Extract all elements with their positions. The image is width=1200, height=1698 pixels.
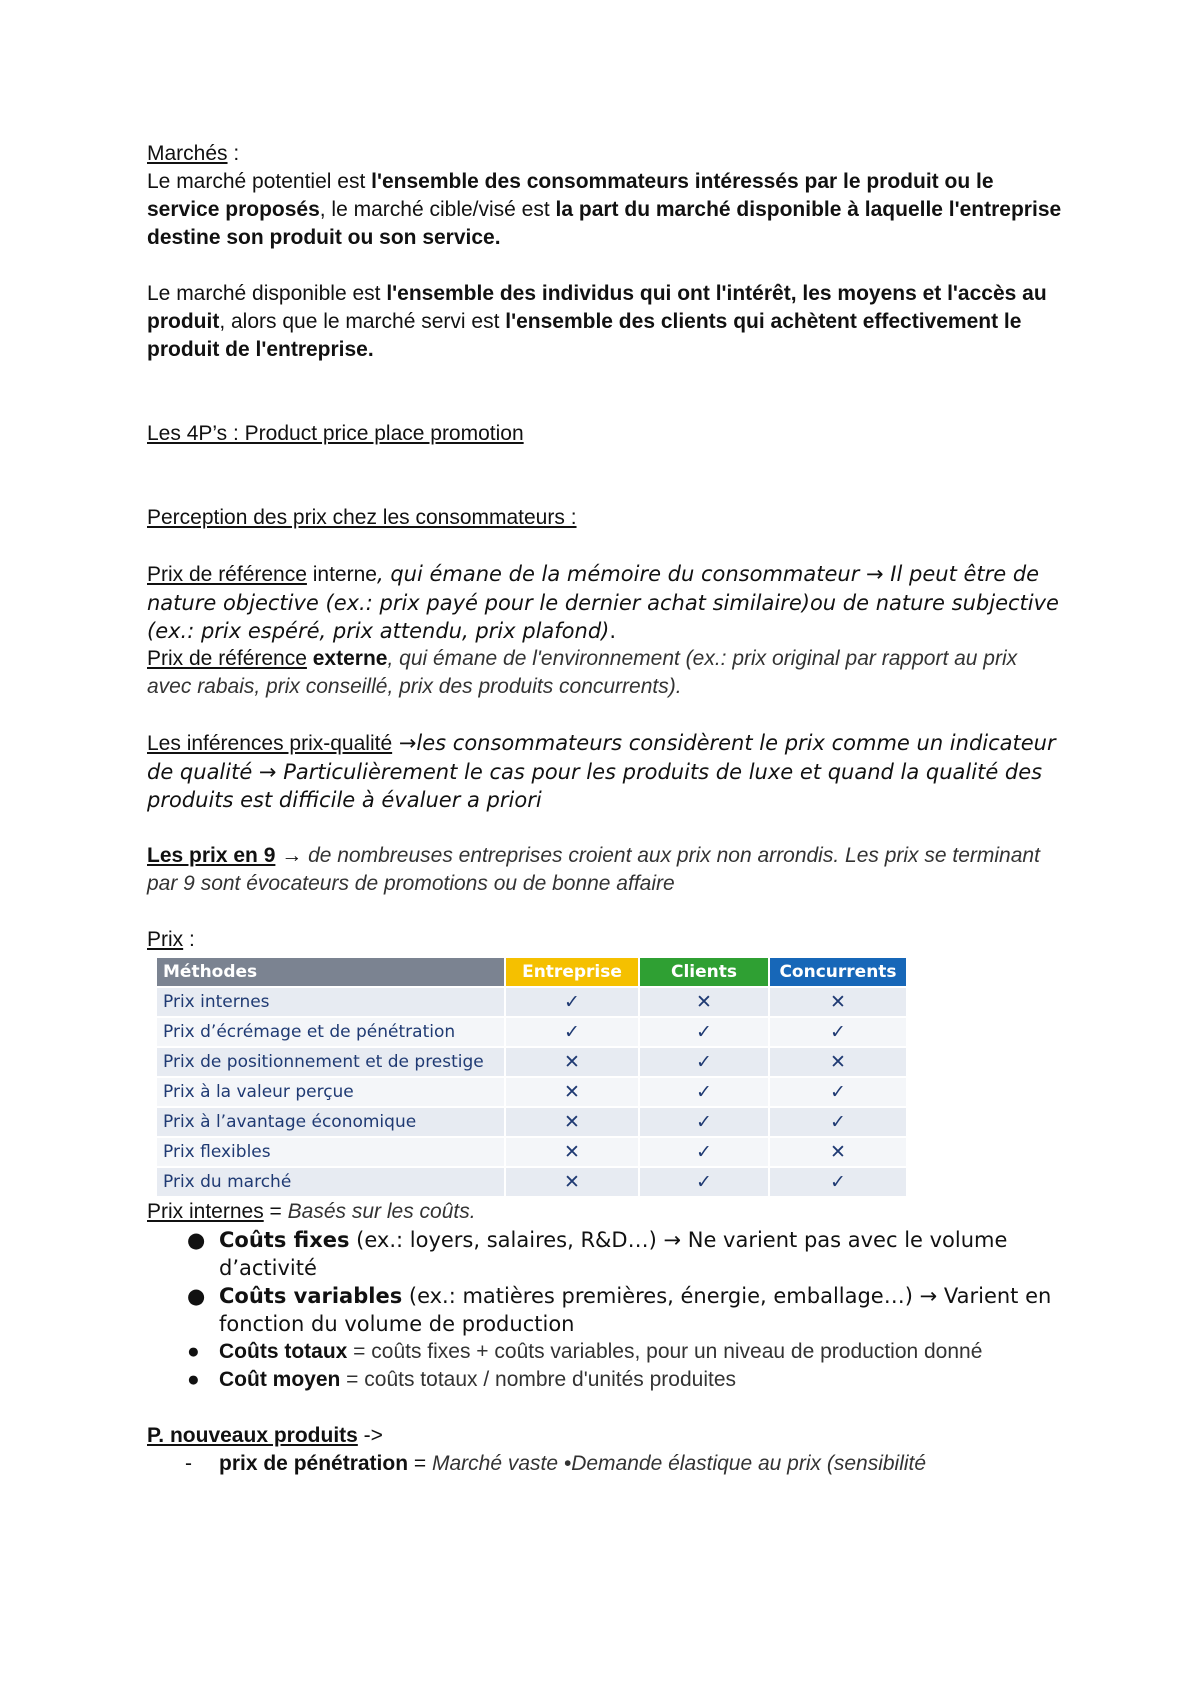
marches-paragraph-1 xyxy=(147,168,1067,252)
method-label: Prix flexibles xyxy=(157,1138,504,1166)
text: = xyxy=(263,1200,288,1223)
check-icon: ✓ xyxy=(640,1168,768,1196)
check-icon: ✓ xyxy=(506,1018,638,1046)
cross-icon: ✕ xyxy=(506,1168,638,1196)
text: Le marché potentiel est xyxy=(147,170,372,193)
check-icon: ✓ xyxy=(506,988,638,1016)
bullet-icon: ● xyxy=(187,1368,200,1391)
method-label: Prix à l’avantage économique xyxy=(157,1108,504,1136)
four-p-heading-line xyxy=(147,420,1067,448)
method-label: Prix à la valeur perçue xyxy=(157,1078,504,1106)
perception-heading: Perception des prix chez les consommateurs : xyxy=(147,506,577,529)
perception-heading-line xyxy=(147,504,1067,532)
bold-text: la part du marché disponible à laquelle l'entreprise destine son produit ou son service. xyxy=(147,198,1062,249)
text: Le marché disponible est xyxy=(147,282,387,305)
italic-text: Marché vaste •Demande élastique au prix (sensibilité xyxy=(431,1452,927,1475)
text: (ex.: loyers, salaires, R&D…) → Ne varient pas avec le volume d’activité xyxy=(219,1228,1008,1280)
list-item xyxy=(147,1338,1067,1366)
text: = coûts totaux / nombre d'unités produites xyxy=(340,1368,737,1391)
table-row xyxy=(157,988,906,1016)
text: = coûts fixes + coûts variables, pour un niveau de production donné xyxy=(347,1340,983,1363)
dash-icon: - xyxy=(185,1452,192,1475)
bold-text: prix de pénétration xyxy=(219,1452,409,1475)
bold-text: Coûts totaux xyxy=(219,1340,348,1363)
text: , le marché cible/visé est xyxy=(319,198,556,221)
couts-list xyxy=(147,1226,1067,1394)
check-icon: ✓ xyxy=(640,1078,768,1106)
italic-text: de nombreuses entreprises croient aux prix non arrondis. Les prix se terminant par 9 sont évocateurs de promotions ou de bonne affaire xyxy=(147,844,1040,895)
text: -> xyxy=(357,1424,383,1447)
cross-icon: ✕ xyxy=(770,988,906,1016)
check-icon: ✓ xyxy=(640,1138,768,1166)
underlined-text: Prix de référence xyxy=(147,647,307,670)
underlined-text: Les inférences prix-qualité xyxy=(147,732,393,755)
document-page xyxy=(147,140,1067,1478)
table-row xyxy=(157,1078,906,1106)
underlined-text: Prix internes xyxy=(147,1200,264,1223)
method-label: Prix du marché xyxy=(157,1168,504,1196)
header-methodes: Méthodes xyxy=(157,958,504,986)
marches-heading-suffix: : xyxy=(227,142,240,165)
text: . xyxy=(609,619,617,643)
text: (ex.: matières premières, énergie, emballage…) → Varient en fonction du volume de production xyxy=(219,1284,1052,1336)
italic-text: Basés sur les coûts. xyxy=(287,1200,476,1223)
nouveaux-list xyxy=(147,1450,1067,1478)
bold-text: l'ensemble des individus qui ont l'intérêt, les moyens et l'accès au produit xyxy=(147,282,1047,333)
check-icon: ✓ xyxy=(770,1168,906,1196)
cross-icon: ✕ xyxy=(640,988,768,1016)
cross-icon: ✕ xyxy=(770,1138,906,1166)
header-concurrents: Concurrents xyxy=(770,958,906,986)
prix-en-9 xyxy=(147,842,1067,898)
check-icon: ✓ xyxy=(640,1018,768,1046)
underlined-text: P. nouveaux produits xyxy=(147,1424,358,1447)
marches-heading-line xyxy=(147,140,1067,168)
method-label: Prix d’écrémage et de pénétration xyxy=(157,1018,504,1046)
check-icon: ✓ xyxy=(640,1048,768,1076)
cross-icon: ✕ xyxy=(506,1108,638,1136)
bold-text: l'ensemble des clients qui achètent effectivement le produit de l'entreprise. xyxy=(147,310,1022,361)
prix-heading-line xyxy=(147,926,1067,954)
marches-paragraph-2 xyxy=(147,280,1067,364)
header-entreprise: Entreprise xyxy=(506,958,638,986)
cross-icon: ✕ xyxy=(770,1048,906,1076)
nouveaux-produits-heading xyxy=(147,1422,1067,1450)
check-icon: ✓ xyxy=(640,1108,768,1136)
list-item xyxy=(147,1366,1067,1394)
check-icon: ✓ xyxy=(770,1078,906,1106)
underlined-text: Les prix en 9 xyxy=(147,844,276,867)
arrow-icon: → xyxy=(275,844,309,867)
bold-text: Coûts fixes xyxy=(219,1228,350,1252)
prix-reference-externe xyxy=(147,645,1067,701)
inferences-prix-qualite xyxy=(147,729,1067,814)
text: interne xyxy=(306,563,377,586)
marches-heading: Marchés xyxy=(147,142,228,165)
text: , alors que le marché servi est xyxy=(219,310,506,333)
bullet-icon: ● xyxy=(187,1340,200,1363)
prix-heading: Prix xyxy=(147,928,184,951)
table-row xyxy=(157,1048,906,1076)
prix-internes-line xyxy=(147,1198,1067,1226)
header-clients: Clients xyxy=(640,958,768,986)
bold-text: externe xyxy=(306,647,388,670)
italic-text: , qui émane de l'environnement (ex.: prix original par rapport au prix avec rabais, prix conseillé, prix des produits concurrents). xyxy=(147,647,1018,698)
bold-text: Coût moyen xyxy=(219,1368,341,1391)
bold-text: Coûts variables xyxy=(219,1284,403,1308)
prix-reference-interne xyxy=(147,560,1067,645)
check-icon: ✓ xyxy=(770,1108,906,1136)
bullet-icon: ● xyxy=(187,1284,206,1308)
table-header-row xyxy=(157,958,906,986)
underlined-text: Prix de référence xyxy=(147,563,307,586)
bold-text: l'ensemble des consommateurs intéressés par le produit ou le service proposés xyxy=(147,170,994,221)
list-item xyxy=(147,1282,1067,1338)
table-body xyxy=(157,988,906,1196)
cross-icon: ✕ xyxy=(506,1138,638,1166)
list-item xyxy=(147,1450,1067,1478)
text: = xyxy=(408,1452,432,1475)
method-label: Prix internes xyxy=(157,988,504,1016)
cross-icon: ✕ xyxy=(506,1078,638,1106)
cross-icon: ✕ xyxy=(506,1048,638,1076)
method-label: Prix de positionnement et de prestige xyxy=(157,1048,504,1076)
table-row xyxy=(157,1138,906,1166)
prix-heading-suffix: : xyxy=(183,928,195,951)
bullet-icon: ● xyxy=(187,1228,206,1252)
table-row xyxy=(157,1018,906,1046)
italic-text: , qui émane de la mémoire du consommateur → Il peut être de nature objective (ex.: prix payé pour le dernier achat similaire)ou de nature subjective (ex.: prix espéré, prix attendu, prix plafond) xyxy=(147,562,1059,643)
italic-text: →les consommateurs considèrent le prix comme un indicateur de qualité → Particulièrement le cas pour les produits de luxe et quand la qualité des produits est difficile à évaluer a priori xyxy=(147,731,1056,812)
four-p-heading: Les 4P’s : Product price place promotion xyxy=(147,422,524,445)
check-icon: ✓ xyxy=(770,1018,906,1046)
table-row xyxy=(157,1168,906,1196)
table-row xyxy=(157,1108,906,1136)
pricing-methods-table xyxy=(155,956,908,1198)
list-item xyxy=(147,1226,1067,1282)
